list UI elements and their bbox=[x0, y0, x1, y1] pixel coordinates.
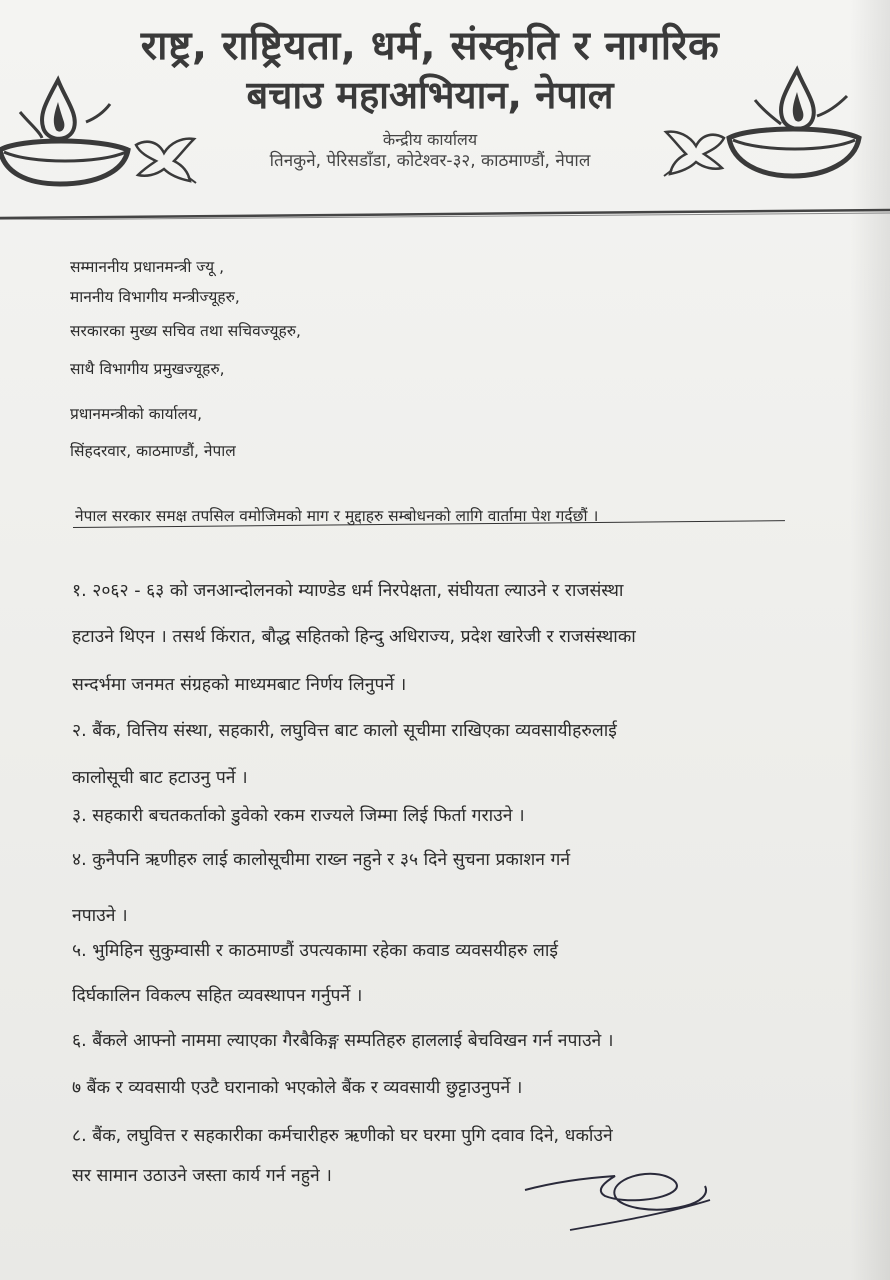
page-shadow bbox=[850, 0, 890, 1280]
header-divider bbox=[0, 208, 890, 220]
demand-line: २. बैंक, वित्तिय संस्था, सहकारी, लघुवित्त बाट कालो सूचीमा राखिएका व्यवसायीहरुलाई bbox=[72, 721, 617, 741]
demand-line: कालोसूची बाट हटाउनु पर्ने । bbox=[72, 768, 248, 788]
demand-line: ५. भुमिहिन सुकुम्वासी र काठमाण्डौं उपत्यकामा रहेका कवाड व्यवसयीहरु लाई bbox=[72, 941, 558, 961]
demand-line: १. २०६२ - ६३ को जनआन्दोलनको म्याण्डेड धर्म निरपेक्षता, संघीयता ल्याउने र राजसंस्था bbox=[72, 581, 624, 601]
addressee-line: माननीय विभागीय मन्त्रीज्यूहरु, bbox=[70, 288, 240, 306]
demand-line: हटाउने थिएन । तसर्थ किंरात, बौद्ध सहितको हिन्दु अधिराज्य, प्रदेश खारेजी र राजसंस्थाका bbox=[72, 627, 636, 647]
letter-subject: नेपाल सरकार समक्ष तपसिल वमोजिमको माग र मुद्दाहरु सम्बोधनको लागि वार्तामा पेश गर्दछौं । bbox=[75, 507, 599, 525]
addressee-line: प्रधानमन्त्रीको कार्यालय, bbox=[70, 405, 203, 423]
demand-line: ३. सहकारी बचतकर्ताको डुवेको रकम राज्यले जिम्मा लिई फिर्ता गराउने । bbox=[72, 806, 525, 826]
addressee-line: साथै विभागीय प्रमुखज्यूहरु, bbox=[70, 360, 225, 378]
office-label: केन्द्रीय कार्यालय bbox=[382, 130, 478, 149]
oil-lamp-icon bbox=[725, 62, 865, 187]
demand-line: ६. बैंकले आफ्नो नाममा ल्याएका गैरबैकिङ्ग सम्पतिहरु हाललाई बेचविखन गर्न नपाउने । bbox=[72, 1031, 614, 1051]
demand-line: ४. कुनैपनि ऋणीहरु लाई कालोसूचीमा राख्न नहुने र ३५ दिने सुचना प्रकाशन गर्न bbox=[72, 850, 571, 870]
demand-line: ७ बैंक र व्यवसायी एउटै घरानाको भएकोले बैंक र व्यवसायी छुट्टाउनुपर्ने । bbox=[72, 1078, 523, 1098]
organization-subtitle: बचाउ महाअभियान, नेपाल bbox=[246, 73, 614, 117]
oil-lamp-icon bbox=[0, 72, 135, 192]
dove-icon bbox=[660, 118, 730, 188]
addressee-line: सम्माननीय प्रधानमन्त्री ज्यू , bbox=[70, 258, 225, 276]
demand-line: सन्दर्भमा जनमत संग्रहको माध्यमबाट निर्णय लिनुपर्ने । bbox=[72, 675, 407, 695]
demand-line: सर सामान उठाउने जस्ता कार्य गर्न नहुने । bbox=[72, 1166, 332, 1186]
addressee-line: सिंहदरवार, काठमाण्डौं, नेपाल bbox=[70, 442, 236, 460]
office-address: तिनकुने, पेरिसडाँडा, कोटेश्वर-३२, काठमाण्डौं, नेपाल bbox=[269, 151, 591, 171]
demand-line: ८. बैंक, लघुवित्त र सहकारीका कर्मचारीहरु ऋणीको घर घरमा पुगि दवाव दिने, धर्काउने bbox=[72, 1126, 613, 1146]
signature bbox=[515, 1160, 715, 1240]
organization-title: राष्ट्र, राष्ट्रियता, धर्म, संस्कृति र नागरिक bbox=[140, 23, 720, 69]
addressee-line: सरकारका मुख्य सचिव तथा सचिवज्यूहरु, bbox=[70, 322, 301, 340]
demand-line: दिर्घकालिन विकल्प सहित व्यवस्थापन गर्नुपर्ने । bbox=[72, 986, 363, 1006]
demand-line: नपाउने । bbox=[72, 906, 128, 926]
